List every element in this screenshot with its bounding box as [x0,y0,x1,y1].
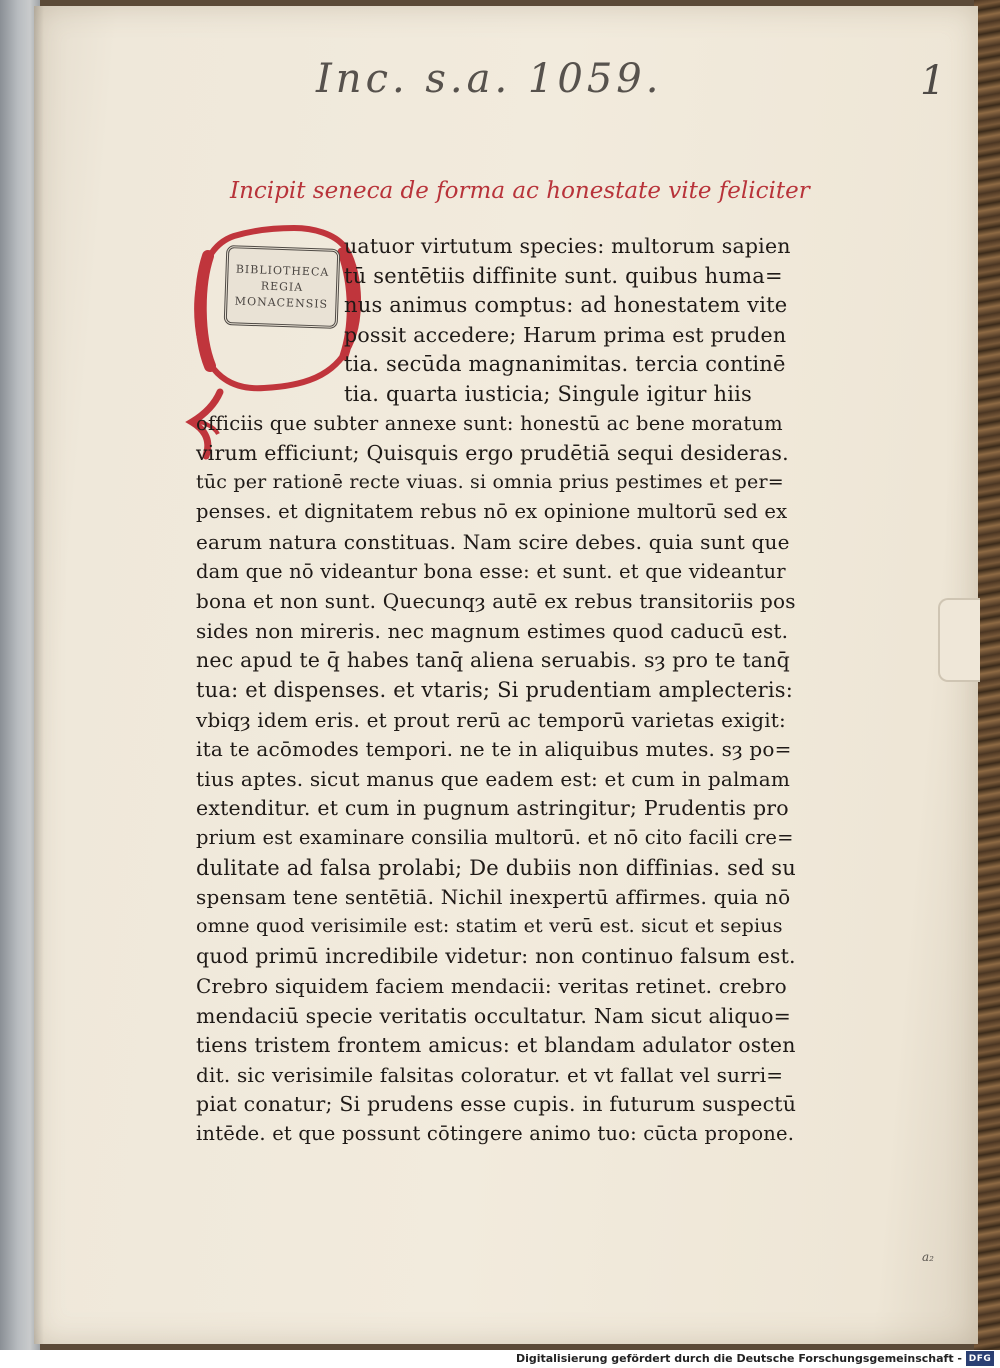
dfg-logo: DFG [966,1351,994,1366]
stamp-line: REGIA [260,279,304,294]
text-line: mendaciū specie veritatis occultatur. Nam sicut aliquo= [196,1003,792,1028]
stamp-line: BIBLIOTHECA [235,262,330,279]
text-line: sides non mireris. nec magnum estimes quod caducū est. [196,618,789,643]
stamp-line: MONACENSIS [234,294,329,311]
text-line: uatuor virtutum species: multorum sapien [344,234,791,258]
text-line: intēde. et que possunt cōtingere animo tuo: cūcta propone. [196,1122,795,1145]
text-line: penses. et dignitatem rebus nō ex opinione multorū sed ex [196,500,788,524]
text-line: nus animus comptus: ad honestatem vite [344,293,788,318]
signature-mark: a₂ [922,1250,934,1264]
text-line: tūc per rationē recte viuas. si omnia prius pestimes et per= [196,470,784,493]
text-line: dam que nō videantur bona esse: et sunt. et que videantur [196,559,786,583]
text-line: Crebro siquidem faciem mendacii: veritas retinet. crebro [196,974,787,998]
text-line: tū sentētiis diffinite sunt. quibus huma= [344,263,783,288]
handwritten-folio-number: 1 [920,58,946,104]
text-line: tia. secūda magnanimitas. tercia continē [344,352,786,377]
page-tab-marker [938,598,980,682]
text-line: spensam tene sentētiā. Nichil inexpertū affirmes. quia nō [196,885,791,910]
manuscript-page [34,6,978,1344]
text-line: ita te acōmodes tempori. ne te in aliquibus mutes. sȝ po= [196,737,792,762]
text-line: bona et non sunt. Quecunqȝ autē ex rebus transitoriis pos [196,589,796,614]
incipit-heading: Incipit seneca de forma ac honestate vite feliciter [230,178,810,204]
text-line: dit. sic verisimile falsitas coloratur. et vt fallat vel surri= [196,1062,784,1087]
footer-credit: Digitalisierung gefördert durch die Deutsche Forschungsgemeinschaft - [515,1352,962,1365]
text-line: tia. quarta iusticia; Singule igitur hiis [344,382,753,406]
text-line: piat conatur; Si prudens esse cupis. in futurum suspectū [196,1092,797,1117]
handwritten-shelfmark: Inc. s.a. 1059. [316,56,663,102]
text-line: tiens tristem frontem amicus: et blandam adulator osten [196,1033,796,1058]
text-line: earum natura constituas. Nam scire debes. quia sunt que [196,530,790,554]
text-line: virum efficiunt; Quisquis ergo prudētiā sequi desideras. [196,441,789,466]
text-line: tua: et dispenses. et vtaris; Si prudentiam amplecteris: [196,678,793,702]
text-line: vbiqȝ idem eris. et prout rerū ac temporū varietas exigit: [196,707,786,732]
text-line: omne quod verisimile est: statim et verū est. sicut et sepius [196,914,783,937]
text-line: prium est examinare consilia multorū. et nō cito facili cre= [196,826,794,849]
text-line: dulitate ad falsa prolabi; De dubiis non diffinias. sed su [196,855,796,880]
text-line: extenditur. et cum in pugnum astringitur; Prudentis pro [196,796,789,821]
text-line: possit accedere; Harum prima est pruden [344,322,787,347]
page-gutter-shadow [34,6,44,1344]
text-line: tius aptes. sicut manus que eadem est: et cum in palmam [196,766,790,791]
digitization-footer [0,1350,1000,1368]
text-line: nec apud te q̄ habes tanq̄ aliena seruabis. sȝ pro te tanq̄ [196,648,790,673]
text-line: officiis que subter annexe sunt: honestū ac bene moratum [196,411,783,435]
text-line: quod primū incredibile videtur: non continuo falsum est. [196,944,796,969]
library-stamp [224,245,341,329]
